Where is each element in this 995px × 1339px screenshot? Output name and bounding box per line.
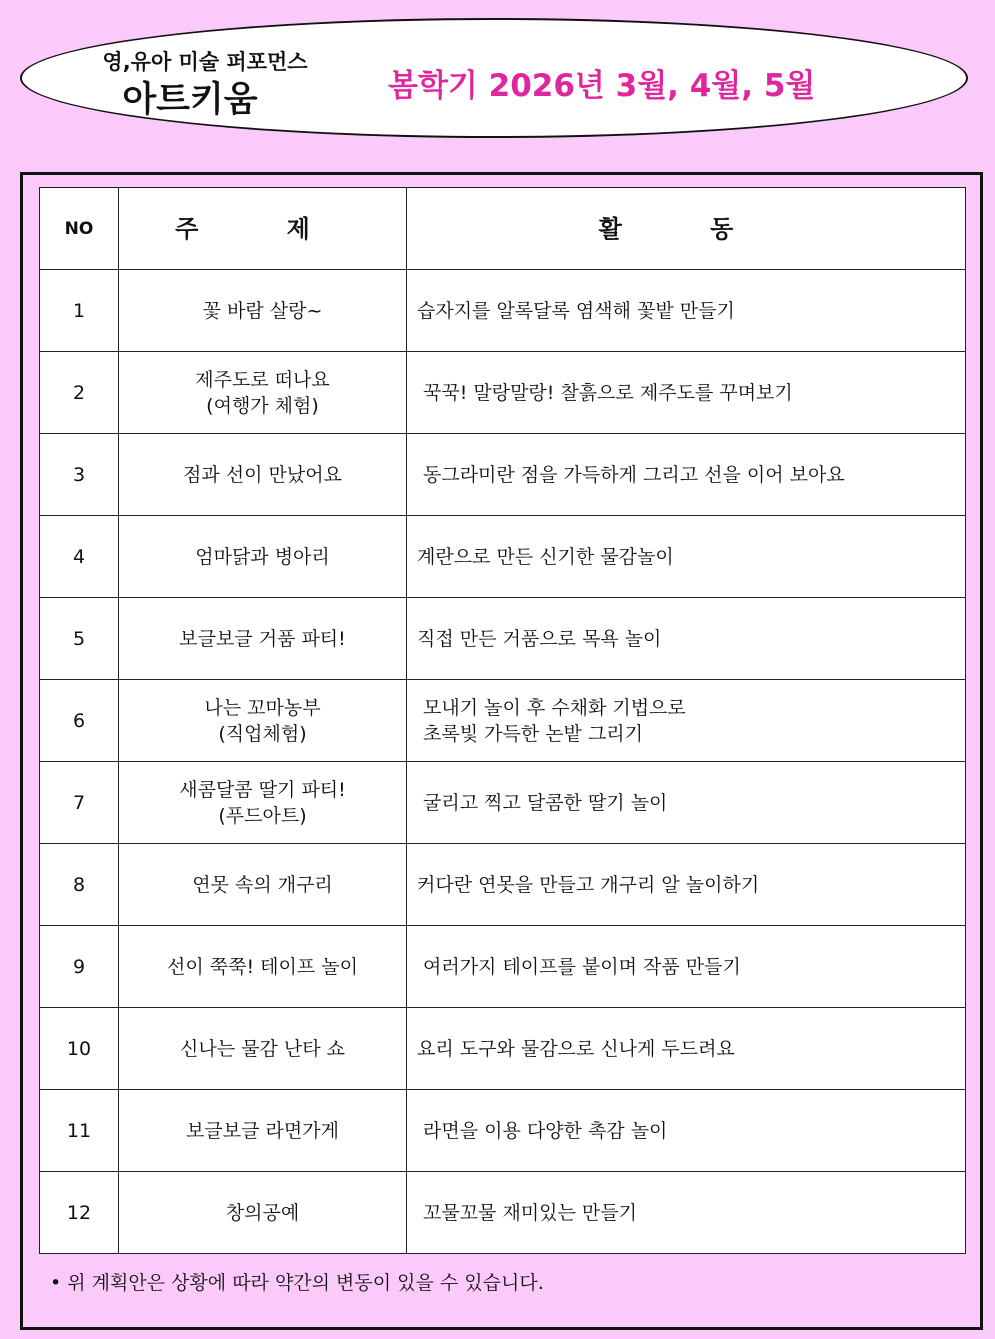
topic-line: 새콤달콤 딸기 파티! <box>179 778 346 801</box>
row-number: 8 <box>40 844 119 926</box>
row-activity <box>407 1090 966 1172</box>
topic-line: 꽃 바람 살랑~ <box>202 299 323 322</box>
table-row <box>40 270 966 352</box>
topic-line: (푸드아트) <box>218 804 307 827</box>
row-number: 12 <box>40 1172 119 1254</box>
activity-line: 굴리고 찍고 달콤한 딸기 놀이 <box>423 791 668 814</box>
table-header-row <box>40 188 966 270</box>
activity-line: 계란으로 만든 신기한 물감놀이 <box>417 545 674 568</box>
activity-line: 직접 만든 거품으로 목욕 놀이 <box>417 627 662 650</box>
program-name: 아트키움 <box>122 80 258 120</box>
activity-line: 꼬물꼬물 재미있는 만들기 <box>423 1201 637 1224</box>
table-row <box>40 926 966 1008</box>
topic-line: 연못 속의 개구리 <box>192 873 333 896</box>
topic-line: 점과 선이 만났어요 <box>183 463 342 486</box>
activity-line: 꾹꾹! 말랑말랑! 찰흙으로 제주도를 꾸며보기 <box>423 381 793 404</box>
activity-line: 커다란 연못을 만들고 개구리 알 놀이하기 <box>417 873 760 896</box>
row-topic <box>119 926 407 1008</box>
table-row <box>40 1008 966 1090</box>
table-row <box>40 680 966 762</box>
curriculum-table <box>39 187 966 1254</box>
topic-line: (직업체험) <box>218 722 307 745</box>
activity-line: 요리 도구와 물감으로 신나게 두드려요 <box>417 1037 735 1060</box>
activity-line: 여러가지 테이프를 붙이며 작품 만들기 <box>423 955 741 978</box>
row-activity <box>407 516 966 598</box>
row-number: 9 <box>40 926 119 1008</box>
topic-line: 엄마닭과 병아리 <box>195 545 330 568</box>
topic-line: 선이 쭉쭉! 테이프 놀이 <box>167 955 358 978</box>
row-activity <box>407 1008 966 1090</box>
table-row <box>40 844 966 926</box>
row-number: 7 <box>40 762 119 844</box>
table-row <box>40 434 966 516</box>
row-activity <box>407 680 966 762</box>
row-number: 10 <box>40 1008 119 1090</box>
activity-line: 모내기 놀이 후 수채화 기법으로 <box>423 696 686 719</box>
topic-line: 나는 꼬마농부 <box>204 696 321 719</box>
row-topic <box>119 1090 407 1172</box>
topic-line: 보글보글 라면가게 <box>186 1119 339 1142</box>
topic-line: 신나는 물감 난타 쇼 <box>180 1037 345 1060</box>
header-activity: 활 동 <box>407 188 966 270</box>
row-topic <box>119 598 407 680</box>
program-subtitle: 영,유아 미술 퍼포먼스 <box>102 50 308 74</box>
topic-line: 창의공예 <box>225 1201 300 1224</box>
row-topic <box>119 270 407 352</box>
row-topic <box>119 516 407 598</box>
row-activity <box>407 1172 966 1254</box>
row-activity <box>407 598 966 680</box>
row-number: 4 <box>40 516 119 598</box>
row-activity <box>407 434 966 516</box>
activity-line: 초록빛 가득한 논밭 그리기 <box>423 722 644 745</box>
header-no: NO <box>40 188 119 270</box>
row-topic <box>119 1172 407 1254</box>
activity-line: 습자지를 알록달록 염색해 꽃밭 만들기 <box>417 299 735 322</box>
table-row <box>40 516 966 598</box>
row-number: 6 <box>40 680 119 762</box>
row-activity <box>407 352 966 434</box>
row-number: 11 <box>40 1090 119 1172</box>
table-row <box>40 1090 966 1172</box>
table-row <box>40 352 966 434</box>
table-row <box>40 1172 966 1254</box>
row-topic <box>119 762 407 844</box>
activity-line: 동그라미란 점을 가득하게 그리고 선을 이어 보아요 <box>423 463 845 486</box>
row-topic <box>119 434 407 516</box>
row-topic <box>119 352 407 434</box>
header-topic: 주 제 <box>119 188 407 270</box>
row-activity <box>407 926 966 1008</box>
row-number: 3 <box>40 434 119 516</box>
row-topic <box>119 1008 407 1090</box>
row-number: 5 <box>40 598 119 680</box>
row-number: 2 <box>40 352 119 434</box>
row-activity <box>407 844 966 926</box>
row-activity <box>407 270 966 352</box>
semester-title: 봄학기 2026년 3월, 4월, 5월 <box>388 68 816 104</box>
activity-line: 라면을 이용 다양한 촉감 놀이 <box>423 1119 668 1142</box>
table-row <box>40 762 966 844</box>
row-topic <box>119 844 407 926</box>
row-activity <box>407 762 966 844</box>
table-row <box>40 598 966 680</box>
topic-line: 보글보글 거품 파티! <box>179 627 346 650</box>
row-topic <box>119 680 407 762</box>
topic-line: 제주도로 떠나요 <box>195 368 330 391</box>
footnote: • 위 계획안은 상황에 따라 약간의 변동이 있을 수 있습니다. <box>50 1272 544 1294</box>
row-number: 1 <box>40 270 119 352</box>
topic-line: (여행가 체험) <box>206 394 319 417</box>
